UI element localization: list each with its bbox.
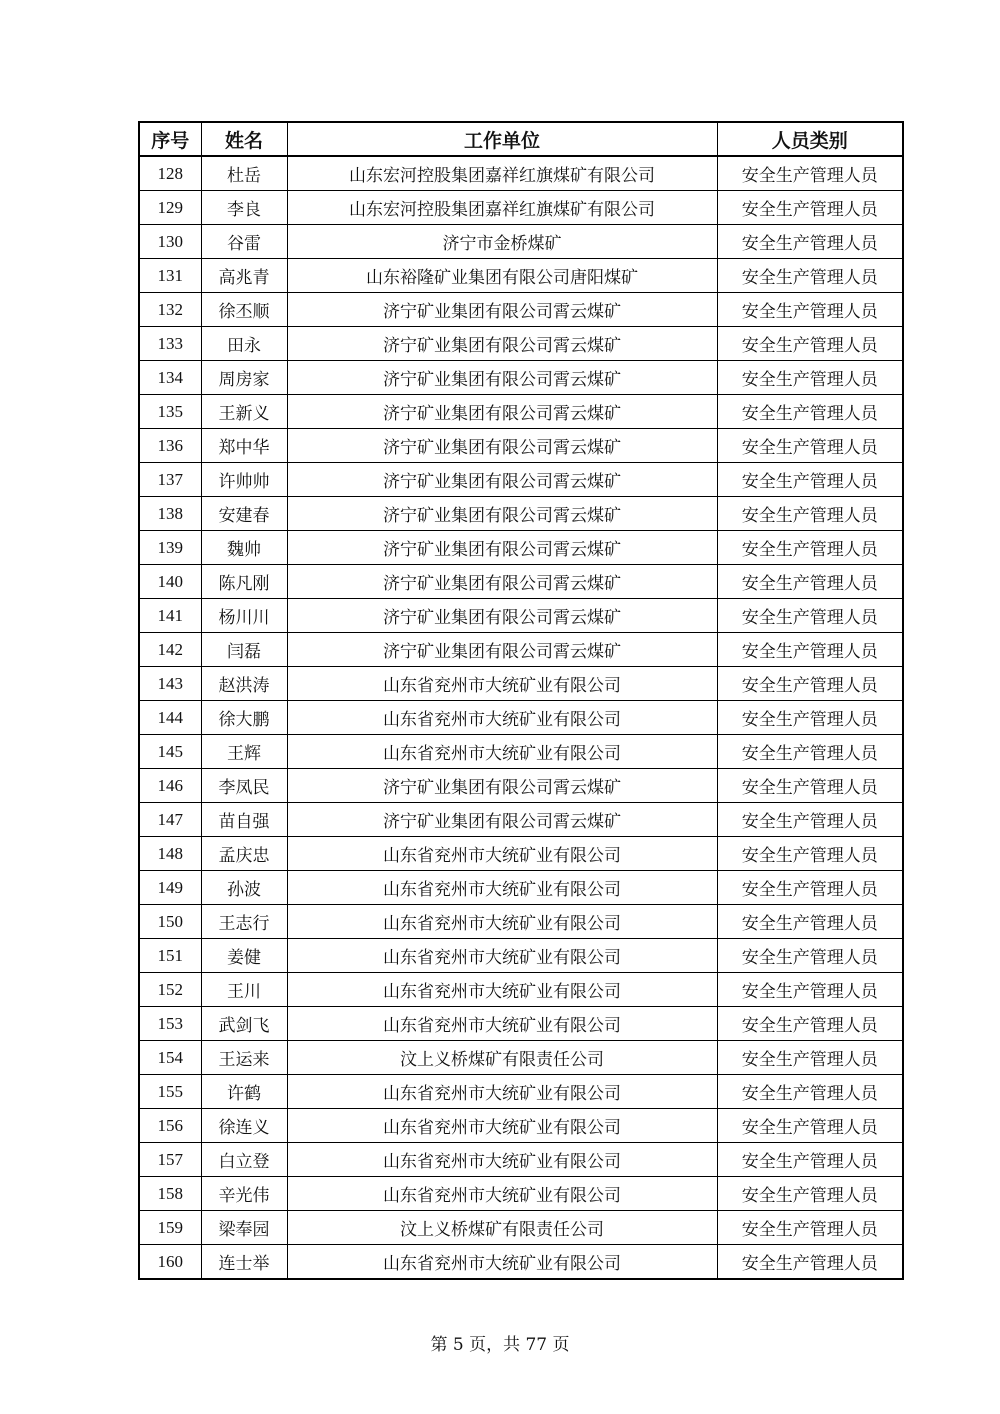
cell-unit: 济宁矿业集团有限公司霄云煤矿 [287,531,717,565]
cell-unit: 山东省兖州市大统矿业有限公司 [287,973,717,1007]
cell-name: 杨川川 [201,599,287,633]
cell-name: 李良 [201,191,287,225]
cell-unit: 汶上义桥煤矿有限责任公司 [287,1041,717,1075]
cell-name: 徐大鹏 [201,701,287,735]
cell-name: 辛光伟 [201,1177,287,1211]
cell-category: 安全生产管理人员 [717,361,903,395]
cell-category: 安全生产管理人员 [717,599,903,633]
table-row [139,599,903,633]
table-row [139,497,903,531]
cell-category: 安全生产管理人员 [717,259,903,293]
header-category: 人员类别 [717,122,903,156]
table-row [139,1109,903,1143]
cell-unit: 汶上义桥煤矿有限责任公司 [287,1211,717,1245]
cell-no: 152 [139,973,201,1007]
table-row [139,531,903,565]
cell-no: 157 [139,1143,201,1177]
cell-category: 安全生产管理人员 [717,1075,903,1109]
table-row [139,293,903,327]
cell-unit: 济宁矿业集团有限公司霄云煤矿 [287,361,717,395]
cell-no: 141 [139,599,201,633]
cell-no: 138 [139,497,201,531]
cell-category: 安全生产管理人员 [717,837,903,871]
table-body [139,156,903,1279]
cell-category: 安全生产管理人员 [717,191,903,225]
cell-category: 安全生产管理人员 [717,1211,903,1245]
cell-no: 134 [139,361,201,395]
cell-name: 陈凡刚 [201,565,287,599]
cell-category: 安全生产管理人员 [717,293,903,327]
cell-name: 高兆青 [201,259,287,293]
cell-category: 安全生产管理人员 [717,1143,903,1177]
cell-name: 许帅帅 [201,463,287,497]
cell-unit: 济宁矿业集团有限公司霄云煤矿 [287,327,717,361]
cell-category: 安全生产管理人员 [717,1007,903,1041]
cell-no: 160 [139,1245,201,1280]
cell-no: 130 [139,225,201,259]
cell-unit: 山东省兖州市大统矿业有限公司 [287,667,717,701]
cell-category: 安全生产管理人员 [717,497,903,531]
cell-category: 安全生产管理人员 [717,939,903,973]
table-row [139,667,903,701]
cell-no: 142 [139,633,201,667]
header-name: 姓名 [201,122,287,156]
cell-unit: 济宁矿业集团有限公司霄云煤矿 [287,565,717,599]
cell-name: 郑中华 [201,429,287,463]
table-row [139,565,903,599]
cell-name: 王运来 [201,1041,287,1075]
cell-no: 129 [139,191,201,225]
cell-category: 安全生产管理人员 [717,905,903,939]
table-row [139,973,903,1007]
cell-category: 安全生产管理人员 [717,633,903,667]
table-row [139,871,903,905]
cell-no: 149 [139,871,201,905]
cell-category: 安全生产管理人员 [717,973,903,1007]
cell-unit: 山东宏河控股集团嘉祥红旗煤矿有限公司 [287,191,717,225]
cell-name: 梁奉园 [201,1211,287,1245]
cell-unit: 济宁矿业集团有限公司霄云煤矿 [287,395,717,429]
cell-no: 146 [139,769,201,803]
cell-unit: 济宁矿业集团有限公司霄云煤矿 [287,633,717,667]
cell-unit: 山东省兖州市大统矿业有限公司 [287,735,717,769]
cell-name: 王新义 [201,395,287,429]
cell-no: 148 [139,837,201,871]
cell-no: 140 [139,565,201,599]
page-number: 第 5 页，共 77 页 [430,1335,570,1355]
table-row [139,327,903,361]
cell-unit: 山东省兖州市大统矿业有限公司 [287,1177,717,1211]
table-header [139,122,903,156]
cell-no: 145 [139,735,201,769]
cell-unit: 济宁市金桥煤矿 [287,225,717,259]
cell-unit: 山东省兖州市大统矿业有限公司 [287,905,717,939]
cell-category: 安全生产管理人员 [717,1041,903,1075]
cell-no: 139 [139,531,201,565]
table-row [139,905,903,939]
cell-category: 安全生产管理人员 [717,769,903,803]
cell-category: 安全生产管理人员 [717,429,903,463]
cell-no: 133 [139,327,201,361]
table-row [139,429,903,463]
cell-no: 147 [139,803,201,837]
cell-category: 安全生产管理人员 [717,1177,903,1211]
cell-category: 安全生产管理人员 [717,565,903,599]
cell-no: 135 [139,395,201,429]
cell-unit: 山东省兖州市大统矿业有限公司 [287,871,717,905]
cell-no: 132 [139,293,201,327]
table-row [139,803,903,837]
cell-unit: 济宁矿业集团有限公司霄云煤矿 [287,293,717,327]
cell-unit: 山东省兖州市大统矿业有限公司 [287,939,717,973]
cell-name: 闫磊 [201,633,287,667]
cell-no: 144 [139,701,201,735]
cell-unit: 山东省兖州市大统矿业有限公司 [287,837,717,871]
cell-unit: 山东省兖州市大统矿业有限公司 [287,1109,717,1143]
cell-name: 武剑飞 [201,1007,287,1041]
table-row [139,1041,903,1075]
cell-category: 安全生产管理人员 [717,701,903,735]
table-row [139,156,903,191]
cell-no: 155 [139,1075,201,1109]
cell-unit: 山东省兖州市大统矿业有限公司 [287,1007,717,1041]
cell-name: 连士举 [201,1245,287,1280]
cell-name: 谷雷 [201,225,287,259]
cell-unit: 山东省兖州市大统矿业有限公司 [287,1245,717,1280]
cell-name: 杜岳 [201,156,287,191]
personnel-table [138,121,904,1280]
cell-no: 131 [139,259,201,293]
cell-name: 周房家 [201,361,287,395]
table-row [139,1177,903,1211]
cell-no: 136 [139,429,201,463]
cell-name: 孟庆忠 [201,837,287,871]
cell-name: 白立登 [201,1143,287,1177]
table-row [139,1075,903,1109]
cell-category: 安全生产管理人员 [717,156,903,191]
cell-category: 安全生产管理人员 [717,667,903,701]
cell-category: 安全生产管理人员 [717,803,903,837]
cell-no: 159 [139,1211,201,1245]
header-row [139,122,903,156]
table-row [139,735,903,769]
cell-category: 安全生产管理人员 [717,735,903,769]
cell-unit: 山东省兖州市大统矿业有限公司 [287,1143,717,1177]
cell-unit: 山东裕隆矿业集团有限公司唐阳煤矿 [287,259,717,293]
cell-name: 孙波 [201,871,287,905]
table-row [139,1245,903,1280]
cell-no: 137 [139,463,201,497]
table-row [139,395,903,429]
cell-no: 150 [139,905,201,939]
cell-name: 王辉 [201,735,287,769]
cell-name: 苗自强 [201,803,287,837]
cell-category: 安全生产管理人员 [717,395,903,429]
cell-unit: 济宁矿业集团有限公司霄云煤矿 [287,769,717,803]
cell-name: 魏帅 [201,531,287,565]
cell-category: 安全生产管理人员 [717,463,903,497]
cell-unit: 济宁矿业集团有限公司霄云煤矿 [287,497,717,531]
cell-name: 王川 [201,973,287,1007]
cell-name: 李凤民 [201,769,287,803]
cell-category: 安全生产管理人员 [717,531,903,565]
cell-name: 徐连义 [201,1109,287,1143]
cell-category: 安全生产管理人员 [717,871,903,905]
cell-unit: 济宁矿业集团有限公司霄云煤矿 [287,599,717,633]
cell-unit: 山东宏河控股集团嘉祥红旗煤矿有限公司 [287,156,717,191]
table-row [139,259,903,293]
cell-no: 151 [139,939,201,973]
table-row [139,701,903,735]
cell-category: 安全生产管理人员 [717,225,903,259]
table-row [139,1007,903,1041]
table-row [139,633,903,667]
cell-category: 安全生产管理人员 [717,1245,903,1280]
table-row [139,463,903,497]
cell-unit: 山东省兖州市大统矿业有限公司 [287,701,717,735]
cell-category: 安全生产管理人员 [717,327,903,361]
table-row [139,769,903,803]
cell-category: 安全生产管理人员 [717,1109,903,1143]
cell-no: 156 [139,1109,201,1143]
table-row [139,1211,903,1245]
table-row [139,361,903,395]
cell-no: 128 [139,156,201,191]
cell-name: 安建春 [201,497,287,531]
header-unit: 工作单位 [287,122,717,156]
cell-name: 许鹤 [201,1075,287,1109]
cell-no: 158 [139,1177,201,1211]
table-row [139,225,903,259]
table-row [139,837,903,871]
cell-no: 153 [139,1007,201,1041]
cell-name: 王志行 [201,905,287,939]
header-no: 序号 [139,122,201,156]
table-row [139,191,903,225]
cell-unit: 济宁矿业集团有限公司霄云煤矿 [287,429,717,463]
cell-no: 154 [139,1041,201,1075]
cell-name: 姜健 [201,939,287,973]
cell-name: 赵洪涛 [201,667,287,701]
cell-name: 徐丕顺 [201,293,287,327]
cell-unit: 济宁矿业集团有限公司霄云煤矿 [287,803,717,837]
table-row [139,939,903,973]
cell-name: 田永 [201,327,287,361]
cell-no: 143 [139,667,201,701]
cell-unit: 济宁矿业集团有限公司霄云煤矿 [287,463,717,497]
cell-unit: 山东省兖州市大统矿业有限公司 [287,1075,717,1109]
table-row [139,1143,903,1177]
